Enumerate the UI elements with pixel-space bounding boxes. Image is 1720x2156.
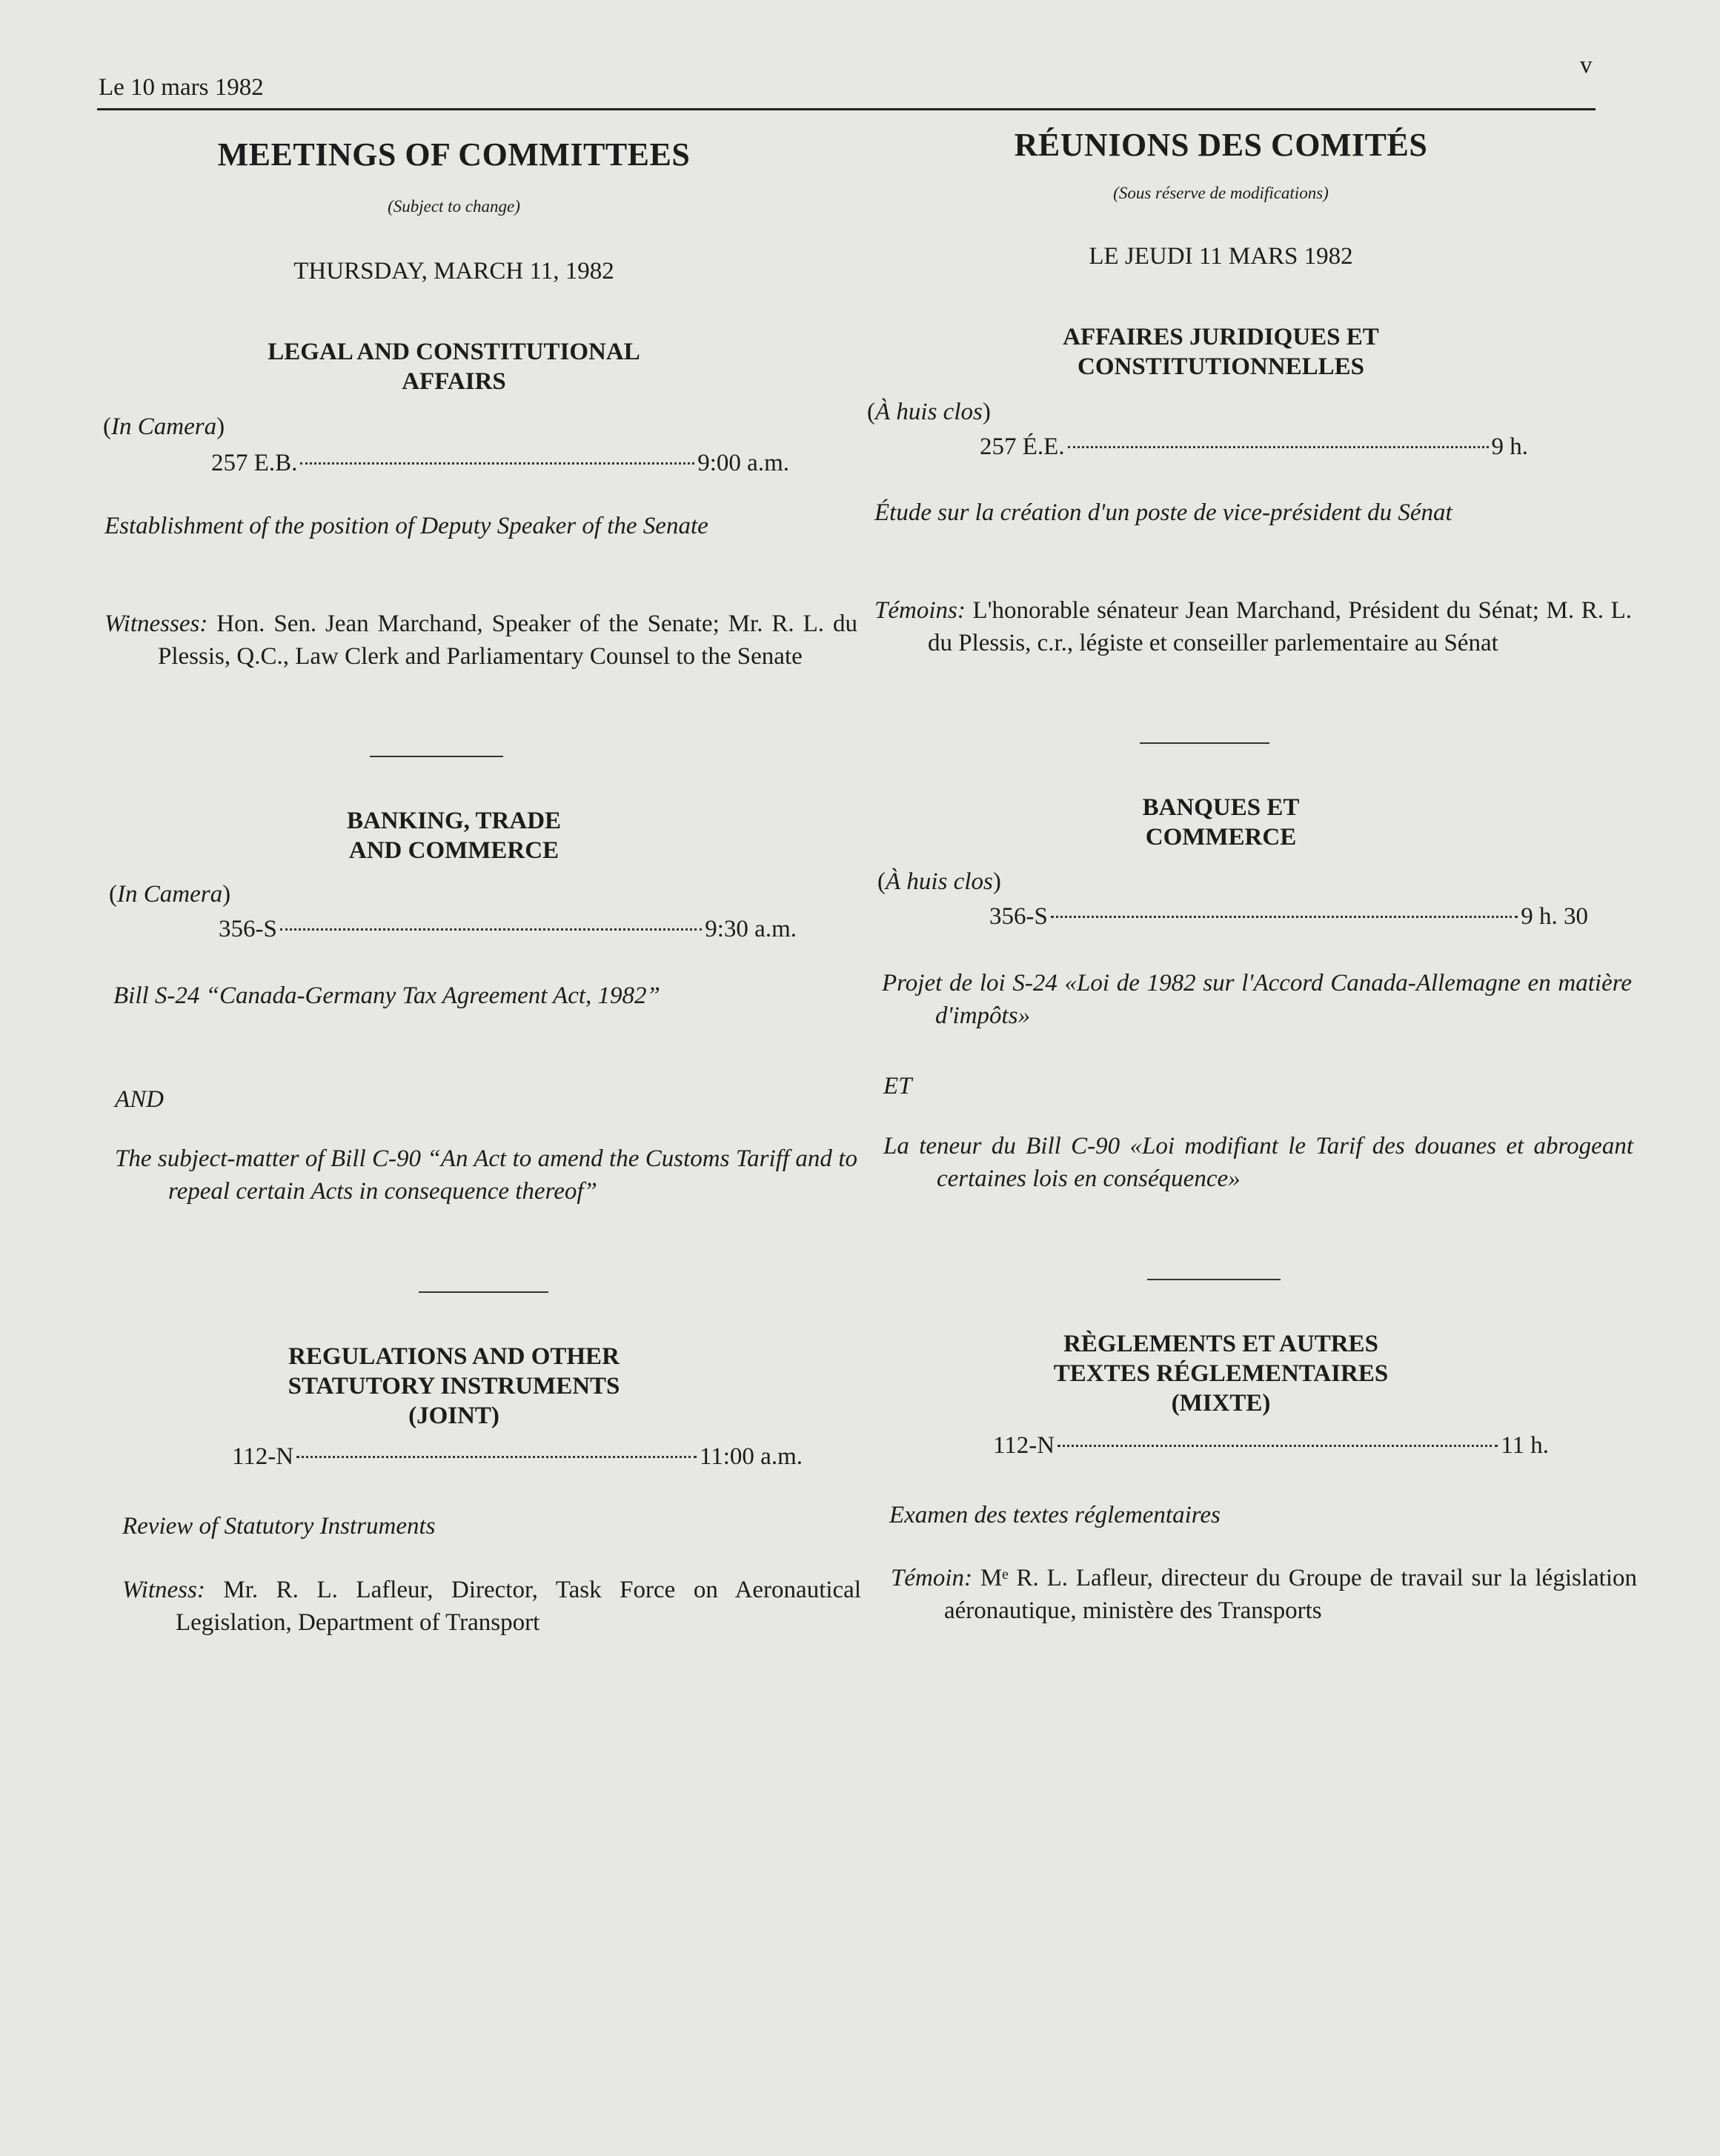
room-time-line bbox=[980, 433, 1528, 461]
meeting-subject: Examen des textes réglementaires bbox=[889, 1502, 1221, 1528]
room: 112-N bbox=[993, 1432, 1055, 1459]
meeting-subject: Establishment of the position of Deputy Speaker of the Senate bbox=[104, 513, 708, 539]
committee-heading: REGULATIONS AND OTHER STATUTORY INSTRUMENTS (JOINT) bbox=[288, 1343, 620, 1429]
section-title: RÉUNIONS DES COMITÉS bbox=[1014, 127, 1428, 163]
room-time-line bbox=[219, 916, 797, 943]
separator-rule bbox=[419, 1291, 548, 1293]
and-connector: AND bbox=[115, 1086, 164, 1113]
room: 356-S bbox=[219, 916, 277, 942]
witnesses: Témoin: Mᵉ R. L. Lafleur, directeur du Groupe de travail sur la législation aéronautique, ministère des Transports bbox=[891, 1565, 1637, 1624]
room: 257 É.E. bbox=[980, 433, 1065, 460]
time: 11 h. bbox=[1501, 1432, 1549, 1459]
witnesses: Witnesses: Hon. Sen. Jean Marchand, Speaker of the Senate; Mr. R. L. du Plessis, Q.C., Law Clerk and Parliamentary Counsel to the Senate bbox=[104, 610, 858, 670]
in-camera-label: (À huis clos) bbox=[877, 868, 1001, 895]
leader-dots bbox=[1051, 916, 1518, 918]
in-camera-label: (In Camera) bbox=[103, 413, 225, 440]
meeting-subject: Projet de loi S-24 «Loi de 1982 sur l'Accord Canada-Allemagne en matière d'impôts» bbox=[882, 970, 1632, 1029]
leader-dots bbox=[296, 1456, 697, 1458]
committee-heading: BANKING, TRADE AND COMMERCE bbox=[346, 808, 562, 864]
section-subtitle: (Sous réserve de modifications) bbox=[1113, 184, 1329, 202]
separator-rule bbox=[1147, 1279, 1281, 1280]
committee-heading: LEGAL AND CONSTITUTIONAL AFFAIRS bbox=[268, 339, 640, 395]
page-number: v bbox=[1580, 52, 1593, 79]
meeting-day: THURSDAY, MARCH 11, 1982 bbox=[293, 258, 614, 285]
leader-dots bbox=[300, 462, 694, 465]
leader-dots bbox=[1057, 1445, 1498, 1447]
time: 9 h. 30 bbox=[1521, 903, 1588, 930]
room: 356-S bbox=[989, 903, 1048, 930]
committee-heading: RÈGLEMENTS ET AUTRES TEXTES RÉGLEMENTAIRES (MIXTE) bbox=[1053, 1331, 1389, 1417]
witnesses: Témoins: L'honorable sénateur Jean Marchand, Président du Sénat; M. R. L. du Plessis, c.r., légiste et conseiller parlementaire au Sénat bbox=[874, 597, 1632, 656]
time: 11:00 a.m. bbox=[699, 1443, 803, 1470]
in-camera-label: (In Camera) bbox=[109, 881, 231, 908]
committee-heading: AFFAIRES JURIDIQUES ET CONSTITUTIONNELLES bbox=[1063, 324, 1379, 380]
section-title: MEETINGS OF COMMITTEES bbox=[217, 136, 691, 173]
room-time-line bbox=[989, 903, 1588, 931]
witnesses: Witness: Mr. R. L. Lafleur, Director, Task Force on Aeronautical Legislation, Department of Transport bbox=[122, 1577, 861, 1636]
time: 9 h. bbox=[1491, 433, 1528, 460]
meeting-subject-2: La teneur du Bill C-90 «Loi modifiant le Tarif des douanes et abrogeant certaines lois en conséquence» bbox=[883, 1133, 1633, 1192]
separator-rule bbox=[370, 756, 503, 757]
meeting-subject: Bill S-24 “Canada-Germany Tax Agreement Act, 1982” bbox=[113, 982, 660, 1009]
leader-dots bbox=[280, 928, 702, 931]
header-rule bbox=[97, 108, 1596, 110]
time: 9:30 a.m. bbox=[705, 916, 797, 942]
committee-heading: BANQUES ET COMMERCE bbox=[1142, 794, 1300, 851]
section-subtitle: (Subject to change) bbox=[388, 197, 520, 216]
room-time-line bbox=[211, 450, 789, 477]
in-camera-label: (À huis clos) bbox=[867, 399, 991, 425]
running-header-date: Le 10 mars 1982 bbox=[99, 74, 264, 101]
meeting-subject: Review of Statutory Instruments bbox=[122, 1513, 436, 1540]
room: 257 E.B. bbox=[211, 450, 298, 476]
meeting-subject-2: The subject-matter of Bill C-90 “An Act to amend the Customs Tariff and to repeal certain Acts in consequence thereof” bbox=[115, 1145, 857, 1205]
room: 112-N bbox=[232, 1443, 294, 1470]
room-time-line bbox=[993, 1432, 1549, 1460]
leader-dots bbox=[1068, 446, 1489, 448]
separator-rule bbox=[1140, 742, 1269, 744]
and-connector: ET bbox=[883, 1073, 912, 1099]
time: 9:00 a.m. bbox=[697, 450, 789, 476]
meeting-day: LE JEUDI 11 MARS 1982 bbox=[1089, 243, 1353, 270]
meeting-subject: Étude sur la création d'un poste de vice-président du Sénat bbox=[874, 499, 1452, 526]
room-time-line bbox=[232, 1443, 803, 1471]
